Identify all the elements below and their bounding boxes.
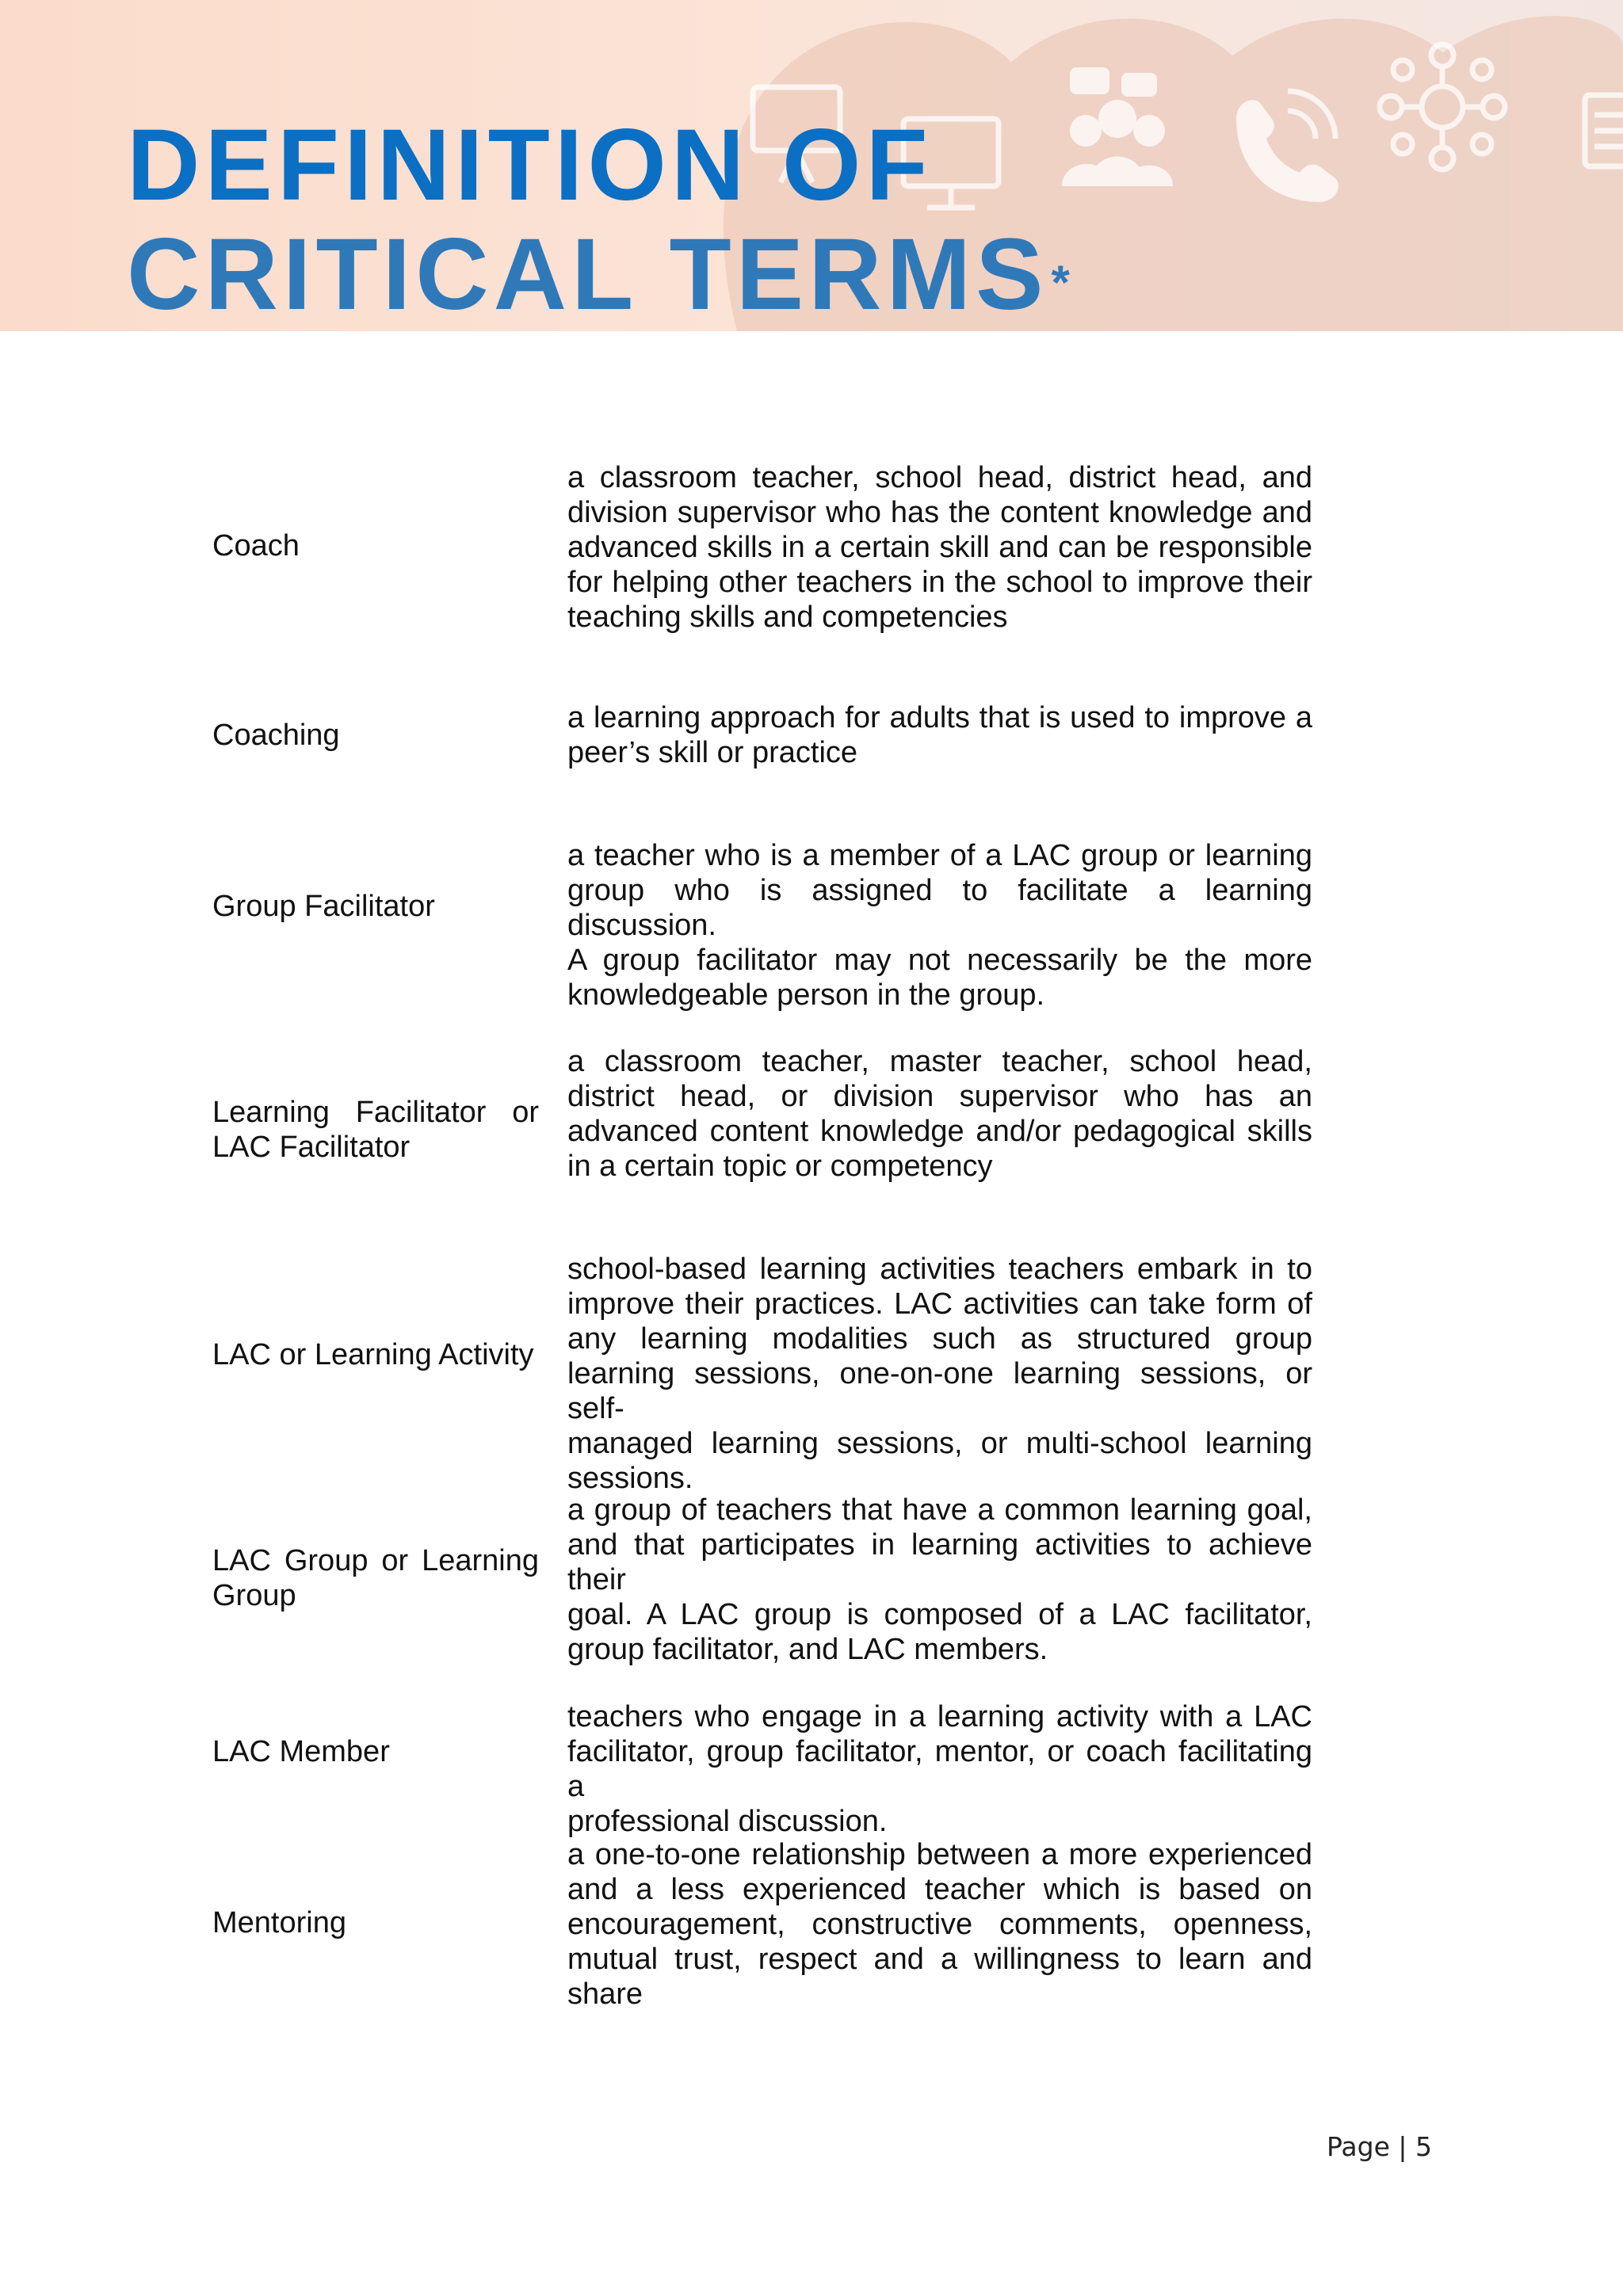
definition-text <box>567 1493 1312 1667</box>
definition-line: for helping other teachers in the school to improve their <box>567 566 1312 599</box>
definition-line: A group facilitator may not necessarily be the more <box>567 944 1312 977</box>
definition-line: encouragement, constructive comments, openness, <box>567 1908 1312 1941</box>
definition-line: goal. A LAC group is composed of a LAC facilitator, <box>567 1598 1312 1631</box>
definition-line: knowledgeable person in the group. <box>567 978 1045 1012</box>
term-label: LAC Group or Learning Group <box>212 1544 539 1612</box>
definition-line: district head, or division supervisor who has an <box>567 1080 1312 1113</box>
definition-line: advanced content knowledge and/or pedagogical skills <box>567 1115 1312 1148</box>
definition-text <box>567 1837 1312 2012</box>
definition-text <box>567 460 1312 635</box>
definition-line: division supervisor who has the content knowledge and <box>567 496 1312 529</box>
title-line-2-text: CRITICAL TERMS <box>127 218 1048 331</box>
definition-text <box>567 838 1312 1013</box>
term-label: Coaching <box>212 719 340 752</box>
title-line-1: DEFINITION OF <box>127 109 933 222</box>
definition-line: advanced skills in a certain skill and can be responsible <box>567 531 1312 564</box>
definition-line: improve their practices. LAC activities can take form of <box>567 1287 1312 1321</box>
header-banner <box>0 0 1623 331</box>
definition-line: learning sessions, one-on-one learning sessions, or self- <box>567 1357 1312 1425</box>
definition-line: a teacher who is a member of a LAC group or learning <box>567 839 1312 872</box>
definition-line: teachers who engage in a learning activity with a LAC <box>567 1700 1312 1733</box>
term-label: Group Facilitator <box>212 890 435 923</box>
page-title <box>127 111 1075 330</box>
term-label: Mentoring <box>212 1906 346 1939</box>
definition-line: a classroom teacher, school head, district head, and <box>567 461 1312 494</box>
definition-line: school-based learning activities teachers embark in to <box>567 1253 1312 1286</box>
definition-line: a learning approach for adults that is used to improve a <box>567 701 1312 734</box>
definition-line: sessions. <box>567 1462 693 1495</box>
definition-line: mutual trust, respect and a willingness to learn and share <box>567 1943 1312 2011</box>
definition-line: professional discussion. <box>567 1805 888 1838</box>
page-number: Page | 5 <box>1327 2131 1432 2162</box>
term-label: LAC Member <box>212 1735 390 1768</box>
term-label: LAC or Learning Activity <box>212 1338 534 1371</box>
definition-text <box>567 1252 1312 1496</box>
definition-line: in a certain topic or competency <box>567 1150 993 1183</box>
definition-line: group who is assigned to facilitate a learning discussion. <box>567 874 1312 942</box>
definition-line: facilitator, group facilitator, mentor, or coach facilitating a <box>567 1735 1312 1803</box>
definition-line: a one-to-one relationship between a more experienced <box>567 1838 1312 1871</box>
definition-line: and that participates in learning activities to achieve their <box>567 1528 1312 1596</box>
definition-line: a classroom teacher, master teacher, school head, <box>567 1045 1312 1078</box>
term-label: Learning Facilitator or LAC Facilitator <box>212 1096 539 1164</box>
title-line-2 <box>127 220 1075 330</box>
definition-line: group facilitator, and LAC members. <box>567 1633 1048 1666</box>
definition-line: a group of teachers that have a common learning goal, <box>567 1493 1312 1527</box>
title-asterisk: * <box>1051 256 1075 309</box>
definition-line: and a less experienced teacher which is based on <box>567 1873 1312 1906</box>
definition-text <box>567 700 1312 770</box>
definition-text <box>567 1699 1312 1839</box>
definition-text <box>567 1044 1312 1184</box>
definition-line: peer’s skill or practice <box>567 736 858 769</box>
definition-line: any learning modalities such as structured group <box>567 1322 1312 1356</box>
definition-line: managed learning sessions, or multi-school learning <box>567 1427 1312 1460</box>
definition-line: teaching skills and competencies <box>567 601 1008 634</box>
term-label: Coach <box>212 529 300 563</box>
